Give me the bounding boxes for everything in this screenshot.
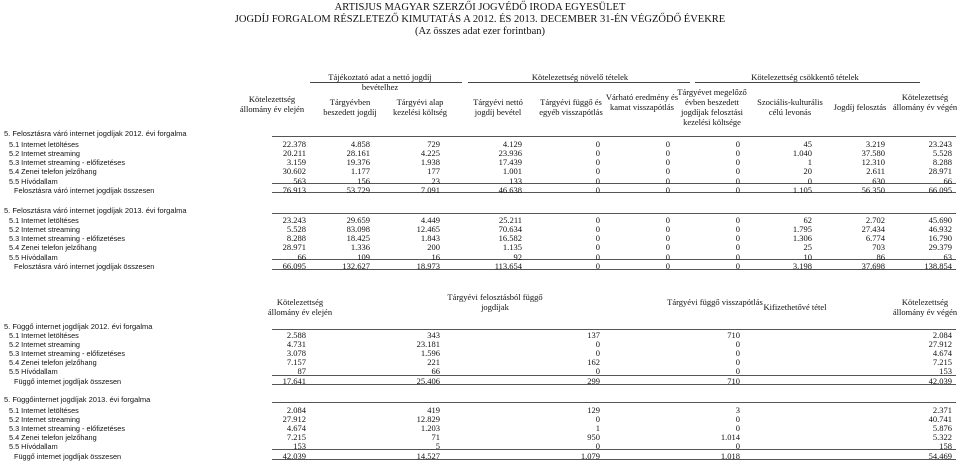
cell-value: 16.582 [498,233,522,243]
cell-value: 3.198 [792,261,812,271]
cell-value: 156 [357,176,370,186]
section-title: 5. Függő internet jogdíjak 2012. évi forgalma [4,322,153,331]
cell-value: 200 [427,242,440,252]
cell-value: 83.098 [346,224,370,234]
cell-value: 23.936 [498,148,522,158]
table1-column-header: Kötelezettség állomány év elején [239,94,305,114]
row-label: 5.2 Internet streaming [9,340,80,349]
table1-column-header: Tárgyévi függő és egyéb visszapótlás [539,97,603,117]
cell-value: 66 [297,252,306,262]
group-header-info: Tájékoztató adat a nettó jogdíj bevételhez [328,72,432,92]
cell-value: 0 [665,233,670,243]
cell-value: 299 [587,376,600,386]
cell-value: 563 [293,176,306,186]
cell-value: 42.039 [282,451,306,461]
cell-value: 2.084 [932,330,952,340]
total-row [0,452,960,461]
cell-value: 177 [427,166,440,176]
cell-value: 0 [595,252,600,262]
row-label: 5.2 Internet streaming [9,149,80,158]
table-row [0,433,960,442]
cell-value: 20 [803,166,812,176]
cell-value: 0 [595,166,600,176]
cell-value: 0 [595,185,600,195]
group-header-decrease: Kötelezettség csökkentő tételek [751,72,859,82]
cell-value: 62 [803,215,812,225]
table-row [0,243,960,252]
cell-value: 71 [431,432,440,442]
cell-value: 23.243 [928,139,952,149]
cell-value: 18.425 [346,233,370,243]
cell-value: 0 [665,148,670,158]
cell-value: 70.634 [498,224,522,234]
cell-value: 1.079 [580,451,600,461]
cell-value: 66.095 [282,261,306,271]
total-row [0,262,960,271]
table1-column-header: Kötelezettség állomány év végén [892,92,958,112]
table2-column-header: Tárgyévi felosztásból függő jogdíjak [447,292,543,312]
cell-value: 2.588 [286,330,306,340]
cell-value: 4.731 [286,339,306,349]
cell-value: 2.084 [286,405,306,415]
cell-value: 0 [665,139,670,149]
cell-value: 1.040 [792,148,812,158]
cell-value: 0 [595,176,600,186]
cell-value: 137 [587,330,600,340]
cell-value: 2.371 [932,405,952,415]
cell-value: 419 [427,405,440,415]
row-label: 5.1 Internet letöltéses [9,406,79,415]
cell-value: 1 [595,423,600,433]
cell-value: 92 [513,252,522,262]
cell-value: 46.638 [498,185,522,195]
section-title: 5. Függőinternet jogdíjak 2013. évi forgalma [4,395,151,404]
table1-column-header: Várható eredmény és kamat visszapótlás [605,92,679,112]
cell-value: 25 [803,242,812,252]
cell-value: 45 [803,139,812,149]
cell-value: 37.698 [861,261,885,271]
cell-value: 0 [735,339,740,349]
cell-value: 0 [735,157,740,167]
cell-value: 12.829 [416,414,440,424]
row-label: 5.1 Internet letöltéses [9,216,79,225]
cell-value: 40.741 [928,414,952,424]
cell-value: 23 [431,176,440,186]
cell-value: 3.078 [286,348,306,358]
cell-value: 0 [735,366,740,376]
cell-value: 729 [427,139,440,149]
cell-value: 3 [735,405,740,415]
row-label: 5.4 Zenei telefon jelzőhang [9,167,97,176]
cell-value: 710 [727,330,740,340]
report-subtitle: (Az összes adat ezer forintban) [414,26,546,37]
cell-value: 0 [595,233,600,243]
cell-value: 0 [595,157,600,167]
cell-value: 56.350 [861,185,885,195]
cell-value: 14.527 [416,451,440,461]
cell-value: 1.105 [792,185,812,195]
cell-value: 710 [727,376,740,386]
cell-value: 0 [595,224,600,234]
cell-value: 76.913 [282,185,306,195]
cell-value: 343 [427,330,440,340]
cell-value: 86 [876,252,885,262]
table-row [0,442,960,451]
table1-column-header: Szociális-kulturális célú levonás [757,97,823,117]
cell-value: 16.790 [928,233,952,243]
table-row [0,158,960,167]
cell-value: 4.674 [932,348,952,358]
cell-value: 87 [297,366,306,376]
cell-value: 138.854 [924,261,952,271]
table-row [0,167,960,176]
table1-column-header: Tárgyévet megelőző évben beszedett jogdíjak felosztási kezelési költsége [677,87,747,127]
cell-value: 0 [735,357,740,367]
cell-value: 1.135 [502,242,522,252]
cell-value: 158 [939,441,952,451]
row-divider [272,136,956,137]
table-row [0,367,960,376]
cell-value: 0 [665,166,670,176]
cell-value: 8.288 [932,157,952,167]
row-label: 5.1 Internet letöltéses [9,331,79,340]
cell-value: 0 [735,166,740,176]
cell-value: 162 [587,357,600,367]
cell-value: 27.912 [282,414,306,424]
cell-value: 0 [735,348,740,358]
cell-value: 153 [939,366,952,376]
table-row [0,424,960,433]
cell-value: 0 [735,139,740,149]
cell-value: 17.439 [498,157,522,167]
table-row [0,234,960,243]
cell-value: 0 [595,339,600,349]
cell-value: 0 [735,148,740,158]
cell-value: 0 [665,215,670,225]
table-row [0,149,960,158]
cell-value: 16 [431,252,440,262]
cell-value: 0 [665,185,670,195]
table2-column-header: Kifizethetővé tétel [763,302,827,312]
table-row [0,177,960,186]
cell-value: 0 [735,441,740,451]
cell-value: 29.659 [346,215,370,225]
cell-value: 0 [735,233,740,243]
cell-value: 5.322 [932,432,952,442]
total-row [0,377,960,386]
total-label: Felosztásra váró internet jogdíjak összesen [14,262,155,271]
cell-value: 1.795 [792,224,812,234]
row-label: 5.5 Hívódallam [9,367,58,376]
cell-value: 7.215 [932,357,952,367]
table-row [0,216,960,225]
cell-value: 1.843 [420,233,440,243]
cell-value: 23.181 [416,339,440,349]
cell-value: 66 [943,176,952,186]
cell-value: 0 [595,215,600,225]
row-label: 5.3 Internet streaming - előfizetéses [9,234,125,243]
report-title: JOGDÍJ FORGALOM RÉSZLETEZŐ KIMUTATÁS A 2012. ÉS 2013. DECEMBER 31-ÉN VÉGZŐDŐ ÉVEKRE [234,14,726,25]
org-name: ARTISJUS MAGYAR SZERZŐI JOGVÉDŐ IRODA EGYESÜLET [334,2,626,13]
table-row [0,349,960,358]
table2-column-header: Kötelezettség állomány év végén [892,297,958,317]
total-label: Függő internet jogdíjak összesen [14,377,122,386]
cell-value: 1.336 [350,242,370,252]
group-header-increase: Kötelezettség növelő tételek [531,72,629,82]
cell-value: 0 [735,185,740,195]
cell-value: 1 [807,157,812,167]
cell-value: 0 [595,348,600,358]
cell-value: 5.528 [932,148,952,158]
cell-value: 18.973 [416,261,440,271]
row-divider [272,402,956,403]
cell-value: 8.288 [286,233,306,243]
cell-value: 25.211 [498,215,522,225]
cell-value: 28.971 [282,242,306,252]
cell-value: 3.219 [865,139,885,149]
cell-value: 0 [807,176,812,186]
cell-value: 54.469 [928,451,952,461]
cell-value: 17.641 [282,376,306,386]
cell-value: 66 [431,366,440,376]
cell-value: 221 [427,357,440,367]
cell-value: 4.129 [502,139,522,149]
table2-column-header: Kötelezettség állomány év elején [267,297,333,317]
cell-value: 132.627 [342,261,370,271]
cell-value: 4.449 [420,215,440,225]
row-label: 5.4 Zenei telefon jelzőhang [9,433,97,442]
cell-value: 0 [595,148,600,158]
cell-value: 30.602 [282,166,306,176]
table1-column-header: Tárgyévi alap kezelési költség [392,97,448,117]
group-underline [310,82,462,83]
cell-value: 0 [735,414,740,424]
row-label: 5.2 Internet streaming [9,415,80,424]
cell-value: 5 [435,441,440,451]
cell-value: 29.379 [928,242,952,252]
cell-value: 153 [293,441,306,451]
cell-value: 1.306 [792,233,812,243]
cell-value: 12.465 [416,224,440,234]
section-title: 5. Felosztásra váró internet jogdíjak 2012. évi forgalma [4,129,187,138]
table-row [0,340,960,349]
table-row [0,253,960,262]
table1-column-header: Jogdíj felosztás [833,102,887,112]
cell-value: 0 [735,176,740,186]
cell-value: 63 [943,252,952,262]
cell-value: 950 [587,432,600,442]
cell-value: 0 [665,176,670,186]
cell-value: 27.912 [928,339,952,349]
row-label: 5.1 Internet letöltéses [9,140,79,149]
table-row [0,225,960,234]
cell-value: 12.310 [861,157,885,167]
cell-value: 6.774 [865,233,885,243]
cell-value: 23.243 [282,215,306,225]
cell-value: 66.095 [928,185,952,195]
cell-value: 7.215 [286,432,306,442]
cell-value: 2.702 [865,215,885,225]
row-label: 5.3 Internet streaming - előfizetéses [9,349,125,358]
row-label: 5.2 Internet streaming [9,225,80,234]
cell-value: 0 [665,157,670,167]
cell-value: 5.528 [286,224,306,234]
table-row [0,358,960,367]
section-title: 5. Felosztásra váró internet jogdíjak 2013. évi forgalma [4,206,187,215]
cell-value: 0 [735,242,740,252]
cell-value: 0 [665,224,670,234]
cell-value: 0 [595,261,600,271]
group-underline [468,82,690,83]
cell-value: 129 [587,405,600,415]
cell-value: 1.014 [720,432,740,442]
table-row [0,406,960,415]
cell-value: 7.157 [286,357,306,367]
cell-value: 2.611 [866,166,885,176]
cell-value: 4.858 [350,139,370,149]
cell-value: 0 [595,441,600,451]
cell-value: 1.596 [420,348,440,358]
cell-value: 3.159 [286,157,306,167]
cell-value: 0 [595,139,600,149]
row-label: 5.5 Hívódallam [9,442,58,451]
cell-value: 0 [735,423,740,433]
cell-value: 19.376 [346,157,370,167]
cell-value: 1.001 [502,166,522,176]
row-label: 5.3 Internet streaming - előfizetéses [9,424,125,433]
cell-value: 0 [665,242,670,252]
total-label: Felosztásra váró internet jogdíjak összesen [14,186,155,195]
cell-value: 0 [595,242,600,252]
cell-value: 28.161 [346,148,370,158]
cell-value: 0 [735,215,740,225]
cell-value: 37.580 [861,148,885,158]
row-label: 5.3 Internet streaming - előfizetéses [9,158,125,167]
cell-value: 25.406 [416,376,440,386]
cell-value: 0 [665,261,670,271]
cell-value: 28.971 [928,166,952,176]
table2-column-header: Tárgyévi függő visszapótlás [667,297,763,307]
table1-column-header: Tárgyévben beszedett jogdíj [323,97,377,117]
cell-value: 0 [665,252,670,262]
cell-value: 20.211 [282,148,306,158]
table1-column-header: Tárgyévi nettó jogdíj bevétel [473,97,523,117]
cell-value: 22.378 [282,139,306,149]
cell-value: 5.876 [932,423,952,433]
total-row [0,186,960,195]
cell-value: 133 [509,176,522,186]
cell-value: 7.091 [420,185,440,195]
cell-value: 0 [735,252,740,262]
cell-value: 46.932 [928,224,952,234]
total-label: Függő internet jogdíjak összesen [14,452,122,461]
cell-value: 42.039 [928,376,952,386]
row-divider [272,213,956,214]
cell-value: 53.729 [346,185,370,195]
cell-value: 0 [735,261,740,271]
cell-value: 109 [357,252,370,262]
cell-value: 1.203 [420,423,440,433]
cell-value: 1.177 [350,166,370,176]
cell-value: 0 [595,366,600,376]
table-row [0,415,960,424]
cell-value: 27.434 [861,224,885,234]
cell-value: 630 [872,176,885,186]
cell-value: 1.018 [720,451,740,461]
row-divider [272,329,956,330]
cell-value: 1.938 [420,157,440,167]
cell-value: 4.225 [420,148,440,158]
group-underline [695,82,920,83]
row-label: 5.5 Hívódallam [9,253,58,262]
row-label: 5.4 Zenei telefon jelzőhang [9,358,97,367]
table-row [0,331,960,340]
cell-value: 0 [595,414,600,424]
cell-value: 4.674 [286,423,306,433]
cell-value: 113.654 [494,261,522,271]
row-label: 5.5 Hívódallam [9,177,58,186]
cell-value: 0 [735,224,740,234]
cell-value: 10 [803,252,812,262]
cell-value: 45.690 [928,215,952,225]
row-label: 5.4 Zenei telefon jelzőhang [9,243,97,252]
table-row [0,140,960,149]
cell-value: 703 [872,242,885,252]
